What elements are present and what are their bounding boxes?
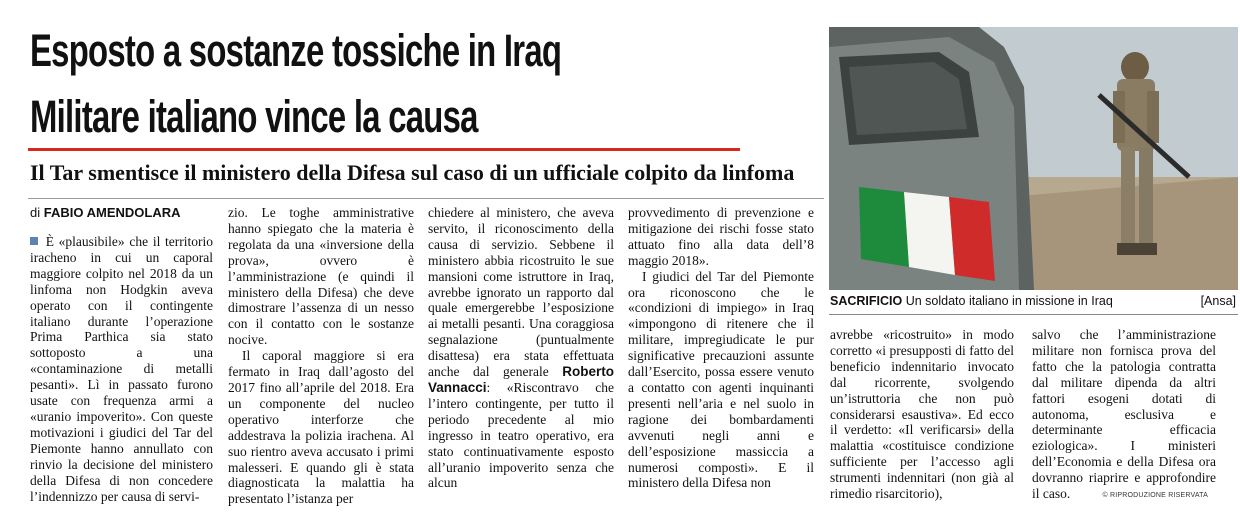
headline-underline xyxy=(28,148,740,151)
byline-author: FABIO AMENDOLARA xyxy=(43,205,181,220)
copyright-notice: © RIPRODUZIONE RISERVATA xyxy=(1102,492,1208,499)
paragraph: provvedimento di prevenzione e mitigazione dei rischi fosse stato attuato fino alla data dell’8 maggio 2018». xyxy=(628,205,814,268)
section-divider xyxy=(28,198,824,199)
paragraph xyxy=(428,205,614,491)
quoted-person: Roberto Vannacci xyxy=(428,364,614,395)
caption-divider xyxy=(829,314,1238,315)
paragraph: avrebbe «ricostruito» in modo corretto «i presupposti di fatto del beneficio indennitario invocato dal ricorrente, svolgendo un’istruttoria che non può considerarsi esaustiva». Ed ecco il verdetto: «Il verificarsi» della malattia «costituisce condizione sufficiente per l’accesso agli strumenti indennitari (non già al rimedio risarcitorio), xyxy=(830,327,1014,502)
article-column-1 xyxy=(30,234,213,506)
headline-line-1: Esposto a sostanze tossiche in Iraq xyxy=(30,25,562,76)
lead-phrase: È «plausibile» xyxy=(45,234,125,249)
caption-label: SACRIFICIO xyxy=(830,294,903,308)
paragraph: salvo che l’amministrazione militare non fornisca prova del fatto che la patologia contratta dal militare dipenda da altri fattori esogeni dotati di autonoma, esclusiva e determinante efficacia eziologica». I ministeri dell’Economia e della Difesa ora dovranno riaprire e approfondire il caso. xyxy=(1032,327,1216,502)
photo-credit: [Ansa] xyxy=(1200,294,1236,308)
article-column-5 xyxy=(830,327,1014,507)
paragraph: I giudici del Tar del Piemonte ora riconoscono che le «condizioni di impiego» in Iraq «impongono di ritenere che il militare, impregiudicate le pur significative precauzioni assunte dall’Esercito, possa essere venuto a contatto con agenti inquinanti presenti nell’aria e nel suolo in ragione dei bombardamenti avvenuti negli anni e dell’esposizione massiccia a numerosi composti». E il ministero della Difesa non xyxy=(628,268,814,491)
lead-text: che il territorio iracheno in cui un caporal maggiore colpito nel 2018 da un linfoma non Hodgkin aveva operato con il contingente italiano durante l’operazione Prima Parthica sia stato sottoposto a una «contaminazione di metalli pesanti». Lì in passato furono usate con frequenza armi a «uranio impoverito». Con queste motivazioni i giudici del Tar del Piemonte hanno annullato con rinvio la decisione del ministero della Difesa di non concedere l’indennizzo per causa di servi- xyxy=(30,234,214,504)
text-run: chiedere al ministero, che aveva servito, il riconoscimento della causa di servizio. Sebbene il ministero abbia ricostruito le sue mansioni come istruttore in Iraq, avrebbe ignorato un rapporto dal quale emergerebbe l’esposizione ai metalli pesanti. Una coraggiosa segnalazione (puntualmente disattesa) era stata effettuata anche dal generale xyxy=(428,205,614,380)
article-column-3 xyxy=(428,205,614,506)
soldier-photo-illustration xyxy=(829,27,1238,290)
article-column-2 xyxy=(228,205,414,506)
article-column-4 xyxy=(628,205,814,506)
article-photo xyxy=(829,27,1238,290)
lead-paragraph xyxy=(30,234,213,504)
photo-caption xyxy=(830,294,1238,309)
caption-text: Un soldato italiano in missione in Iraq xyxy=(905,294,1113,308)
headline-line-2: Militare italiano vince la causa xyxy=(30,91,478,142)
text-run: : «Riscontravo che l’intero contingente, per tutto il periodo precedente al mio ingresso in teatro operativo, era stato continuativamente esposto all’uranio impoverito senza che alcun xyxy=(428,379,614,491)
paragraph: zio. Le toghe amministrative hanno spiegato che la materia è regolata da una «inversione della prova», ovvero è l’amministrazione (e quindi il ministero della Difesa) che deve dimostrare l’assenza di un nesso con il contatto con le sostanze nocive. xyxy=(228,205,414,348)
bullet-square-icon xyxy=(30,237,38,245)
paragraph: Il caporal maggiore si era fermato in Iraq dall’agosto del 2017 fino all’aprile del 2018. Era un componente del nucleo operativo interforze che addestrava la polizia irachena. Al suo rientro aveva accusato i primi malesseri. E quando gli è stata diagnosticata la malattia ha presentato l’istanza per xyxy=(228,348,414,507)
byline-prefix: di xyxy=(30,205,41,220)
byline xyxy=(30,205,181,221)
subheadline: Il Tar smentisce il ministero della Difesa sul caso di un ufficiale colpito da linfoma xyxy=(30,160,795,185)
